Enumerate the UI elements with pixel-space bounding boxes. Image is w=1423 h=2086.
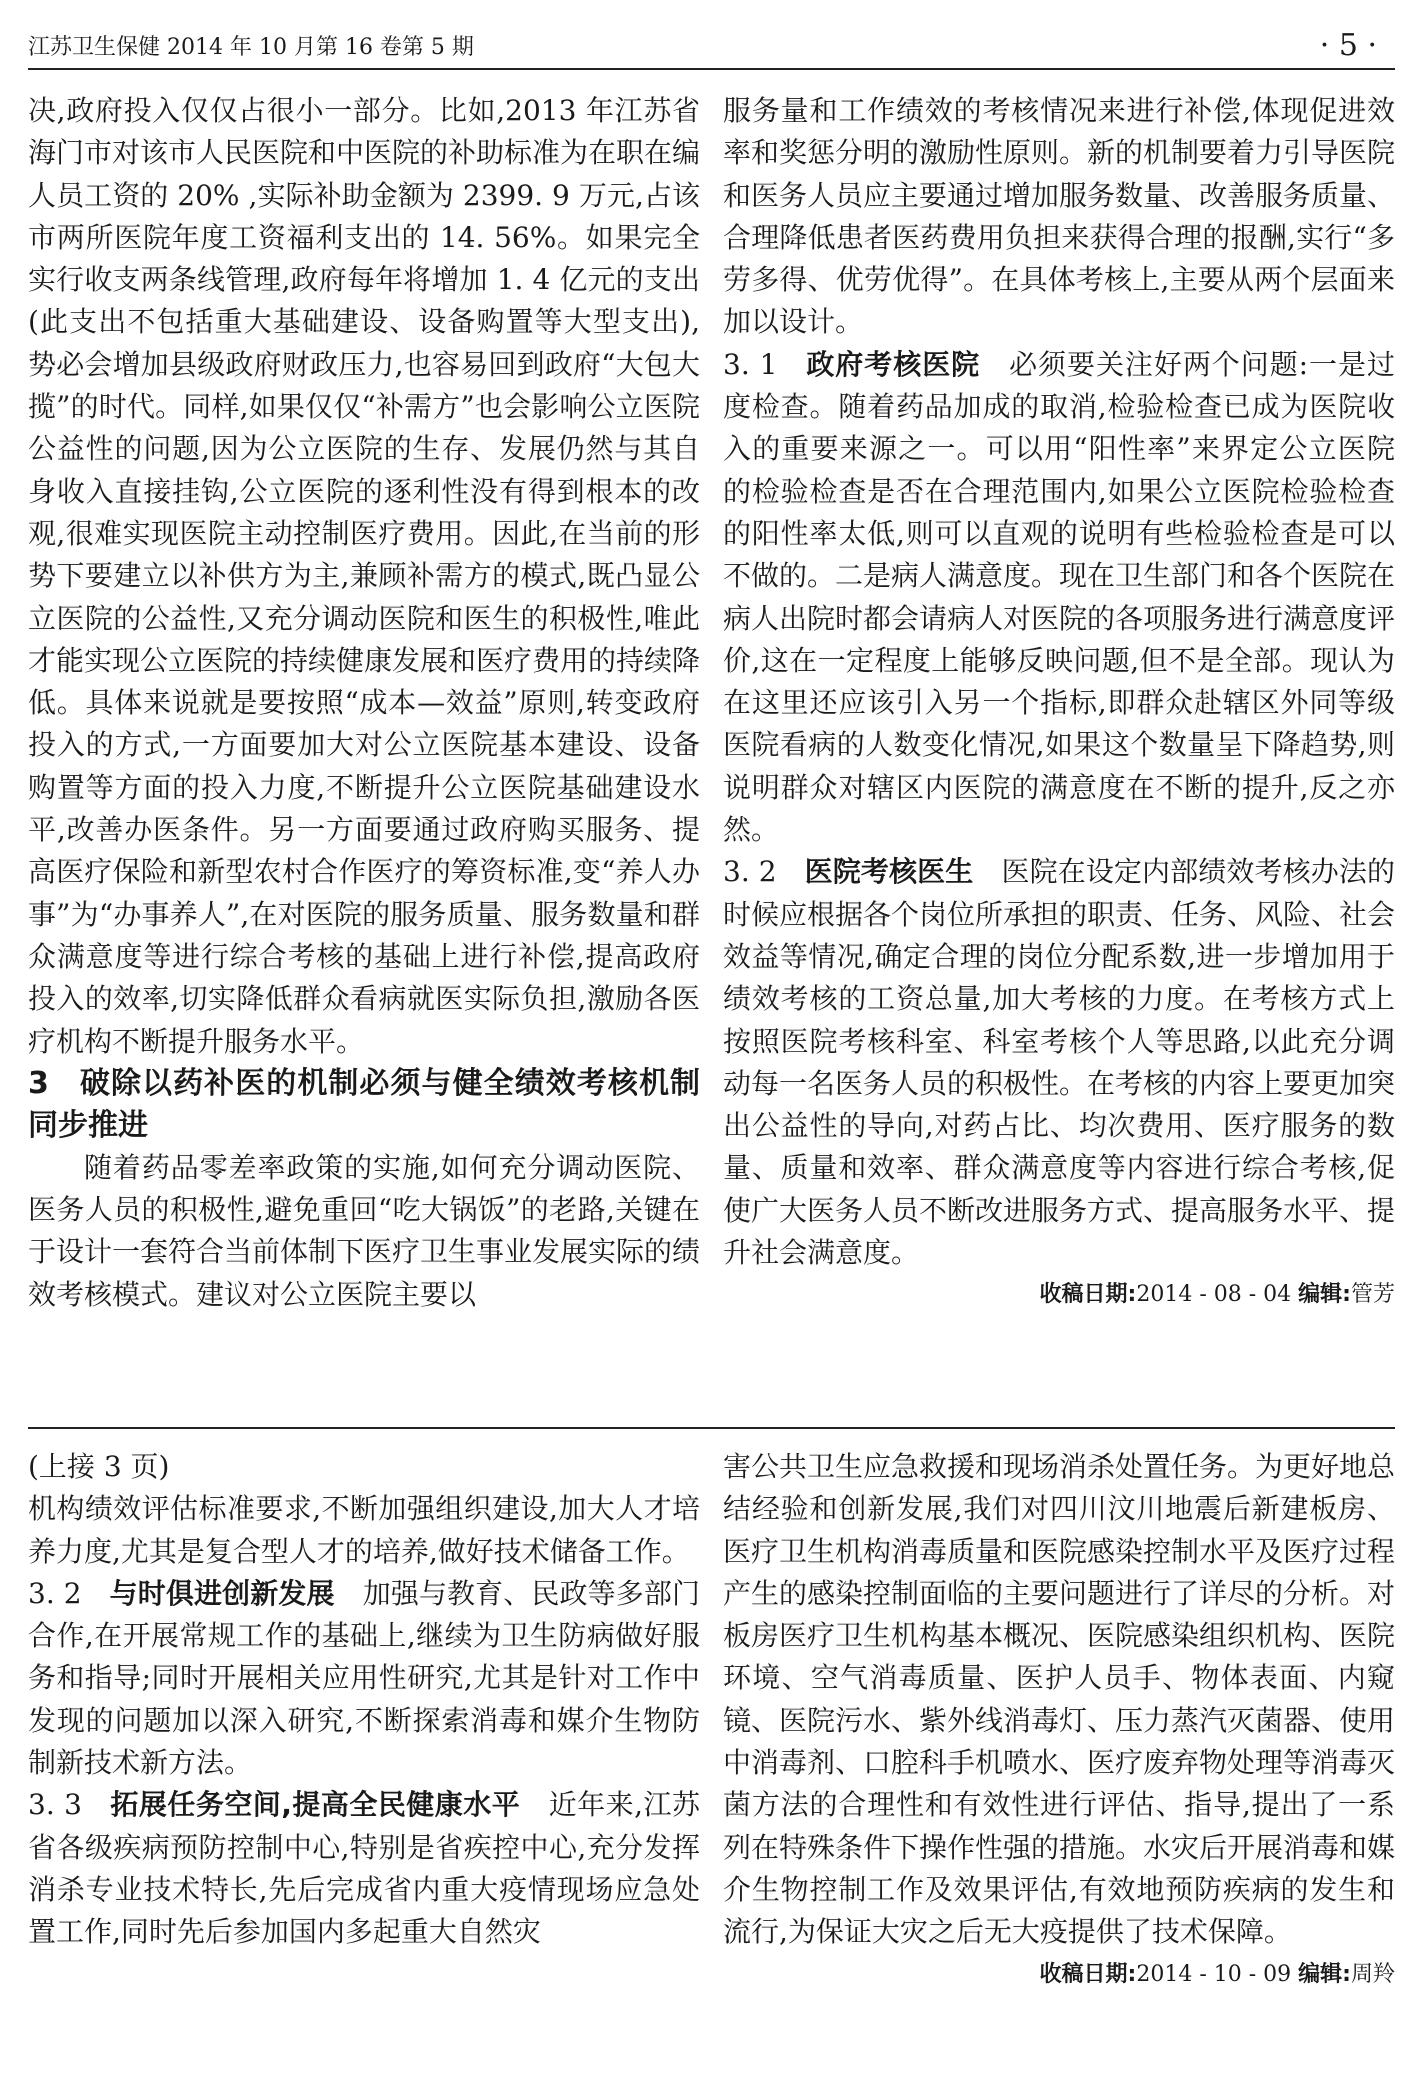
section-heading: [28, 1063, 700, 1147]
subsection-number: 3. 2: [723, 855, 777, 889]
subsection: [723, 344, 1395, 852]
bottom-right-column: [723, 1446, 1395, 1996]
bottom-left-column: [28, 1446, 700, 1954]
received-line: [723, 1954, 1395, 1996]
subsection-title: 政府考核医院: [805, 347, 981, 381]
subsection-number: 3. 2: [28, 1576, 82, 1610]
subsection: [28, 1573, 700, 1784]
subsection-number: 3. 3: [28, 1788, 82, 1822]
paragraph: 服务量和工作绩效的考核情况来进行补偿,体现促进效率和奖惩分明的激励性原则。新的机制要着力引导医院和医务人员应主要通过增加服务数量、改善服务质量、合理降低患者医药费用负担来获得合理的报酬,实行“多劳多得、优劳优得”。在具体考核上,主要从两个层面来加以设计。: [723, 94, 1396, 339]
editor-name: 周羚: [1350, 1961, 1395, 1987]
continued-note: (上接 3 页): [28, 1450, 170, 1483]
subsection-text: 医院在设定内部绩效考核办法的时候应根据各个岗位所承担的职责、任务、风险、社会效益等情况,确定合理的岗位分配系数,进一步增加用于绩效考核的工资总量,加大考核的力度。在考核方式上按照医院考核科室、科室考核个人等思路,以此充分调动每一名医务人员的积极性。在考核的内容上要更加突出公益性的导向,对药占比、均次费用、医疗服务的数量、质量和效率、群众满意度等内容进行综合考核,促使广大医务人员不断改进服务方式、提高服务水平、提升社会满意度。: [723, 855, 1396, 1270]
subsection: [723, 851, 1395, 1274]
subsection-number: 3. 1: [723, 347, 778, 381]
header-divider: [28, 68, 1395, 70]
subsection-title: 与时俱进创新发展: [109, 1576, 335, 1610]
received-date: 2014 - 08 - 04: [1136, 1282, 1292, 1308]
paragraph: 机构绩效评估标准要求,不断加强组织建设,加大人才培养力度,尤其是复合型人才的培养,做好技术储备工作。: [28, 1492, 700, 1568]
section-number: 3: [28, 1065, 49, 1101]
journal-info: 江苏卫生保健 2014 年 10 月第 16 卷第 5 期: [28, 35, 474, 60]
received-line: [723, 1274, 1395, 1316]
editor-label: 编辑:: [1298, 1282, 1351, 1308]
paragraph: 决,政府投入仅仅占很小一部分。比如,2013 年江苏省海门市对该市人民医院和中医院的补助标准为在职在编人员工资的 20% ,实际补助金额为 2399. 9 万元,占该市两所医院年度工资福利支出的 14. 56%。如果完全实行收支两条线管理,政府每年将增加 1. 4 亿元的支出(此支出不包括重大基础建设、设备购置等大型支出),势必会增加县级政府财政压力,也容易回到政府“大包大揽”的时代。同样,如果仅仅“补需方”也会影响公立医院公益性的问题,因为公立医院的生存、发展仍然与其自身收入直接挂钩,公立医院的逐利性没有得到根本的改观,很难实现医院主动控制医疗费用。因此,在当前的形势下要建立以补供方为主,兼顾补需方的模式,既凸显公立医院的公益性,又充分调动医院和医生的积极性,唯此才能实现公立医院的持续健康发展和医疗费用的持续降低。具体来说就是要按照“成本—效益”原则,转变政府投入的方式,一方面要加大对公立医院基本建设、设备购置等方面的投入力度,不断提升公立医院基础建设水平,改善办医条件。另一方面要通过政府购买服务、提高医疗保险和新型农村合作医疗的筹资标准,变“养人办事”为“办事养人”,在对医院的服务质量、服务数量和群众满意度等进行综合考核的基础上进行补偿,提高政府投入的效率,切实降低群众看病就医实际负担,激励各医疗机构不断提升服务水平。: [28, 94, 701, 1058]
subsection-text: 必须要关注好两个问题:一是过度检查。随着药品加成的取消,检验检查已成为医院收入的重要来源之一。可以用“阳性率”来界定公立医院的检验检查是否在合理范围内,如果公立医院检验检查的阳性率太低,则可以直观的说明有些检验检查是可以不做的。二是病人满意度。现在卫生部门和各个医院在病人出院时都会请病人对医院的各项服务进行满意度评价,这在一定程度上能够反映问题,但不是全部。现认为在这里还应该引入另一个指标,即群众赴辖区外同等级医院看病的人数变化情况,如果这个数量呈下降趋势,则说明群众对辖区内医院的满意度在不断的提升,反之亦然。: [723, 347, 1396, 847]
article-divider: [28, 1427, 1395, 1429]
received-date: 2014 - 10 - 09: [1136, 1961, 1292, 1987]
subsection-title: 医院考核医生: [804, 855, 974, 889]
received-label: 收稿日期:: [1039, 1961, 1137, 1987]
paragraph: 随着药品零差率政策的实施,如何充分调动医院、医务人员的积极性,避免重回“吃大锅饭”的老路,关键在于设计一套符合当前体制下医疗卫生事业发展实际的绩效考核模式。建议对公立医院主要以: [28, 1150, 701, 1311]
top-right-column: [723, 90, 1395, 1317]
page-number: · 5 ·: [1319, 28, 1377, 63]
subsection-text: 加强与教育、民政等多部门合作,在开展常规工作的基础上,继续为卫生防病做好服务和指导;同时开展相关应用性研究,尤其是针对工作中发现的问题加以深入研究,不断探索消毒和媒介生物防制新技术新方法。: [28, 1576, 700, 1780]
editor-label: 编辑:: [1298, 1961, 1351, 1987]
paragraph: 害公共卫生应急救援和现场消杀处置任务。为更好地总结经验和创新发展,我们对四川汶川地震后新建板房、医疗卫生机构消毒质量和医院感染控制水平及医疗过程产生的感染控制面临的主要问题进行了详尽的分析。对板房医疗卫生机构基本概况、医院感染组织机构、医院环境、空气消毒质量、医护人员手、物体表面、内窥镜、医院污水、紫外线消毒灯、压力蒸汽灭菌器、使用中消毒剂、口腔科手机喷水、医疗废弃物处理等消毒灭菌方法的合理性和有效性进行评估、指导,提出了一系列在特殊条件下操作性强的措施。水灾后开展消毒和媒介生物控制工作及效果评估,有效地预防疾病的发生和流行,为保证大灾之后无大疫提供了技术保障。: [723, 1450, 1396, 1949]
editor-name: 管芳: [1350, 1282, 1395, 1308]
top-left-column: [28, 90, 700, 1316]
running-header: [28, 30, 1395, 70]
received-label: 收稿日期:: [1039, 1282, 1137, 1308]
section-title: 破除以药补医的机制必须与健全绩效考核机制同步推进: [28, 1065, 700, 1143]
subsection-title: 拓展任务空间,提高全民健康水平: [109, 1788, 521, 1822]
subsection: [28, 1784, 700, 1953]
subsection-text: 近年来,江苏省各级疾病预防控制中心,特别是省疾控中心,充分发挥消杀专业技术特长,先后完成省内重大疫情现场应急处置工作,同时先后参加国内多起重大自然灾: [28, 1788, 701, 1949]
